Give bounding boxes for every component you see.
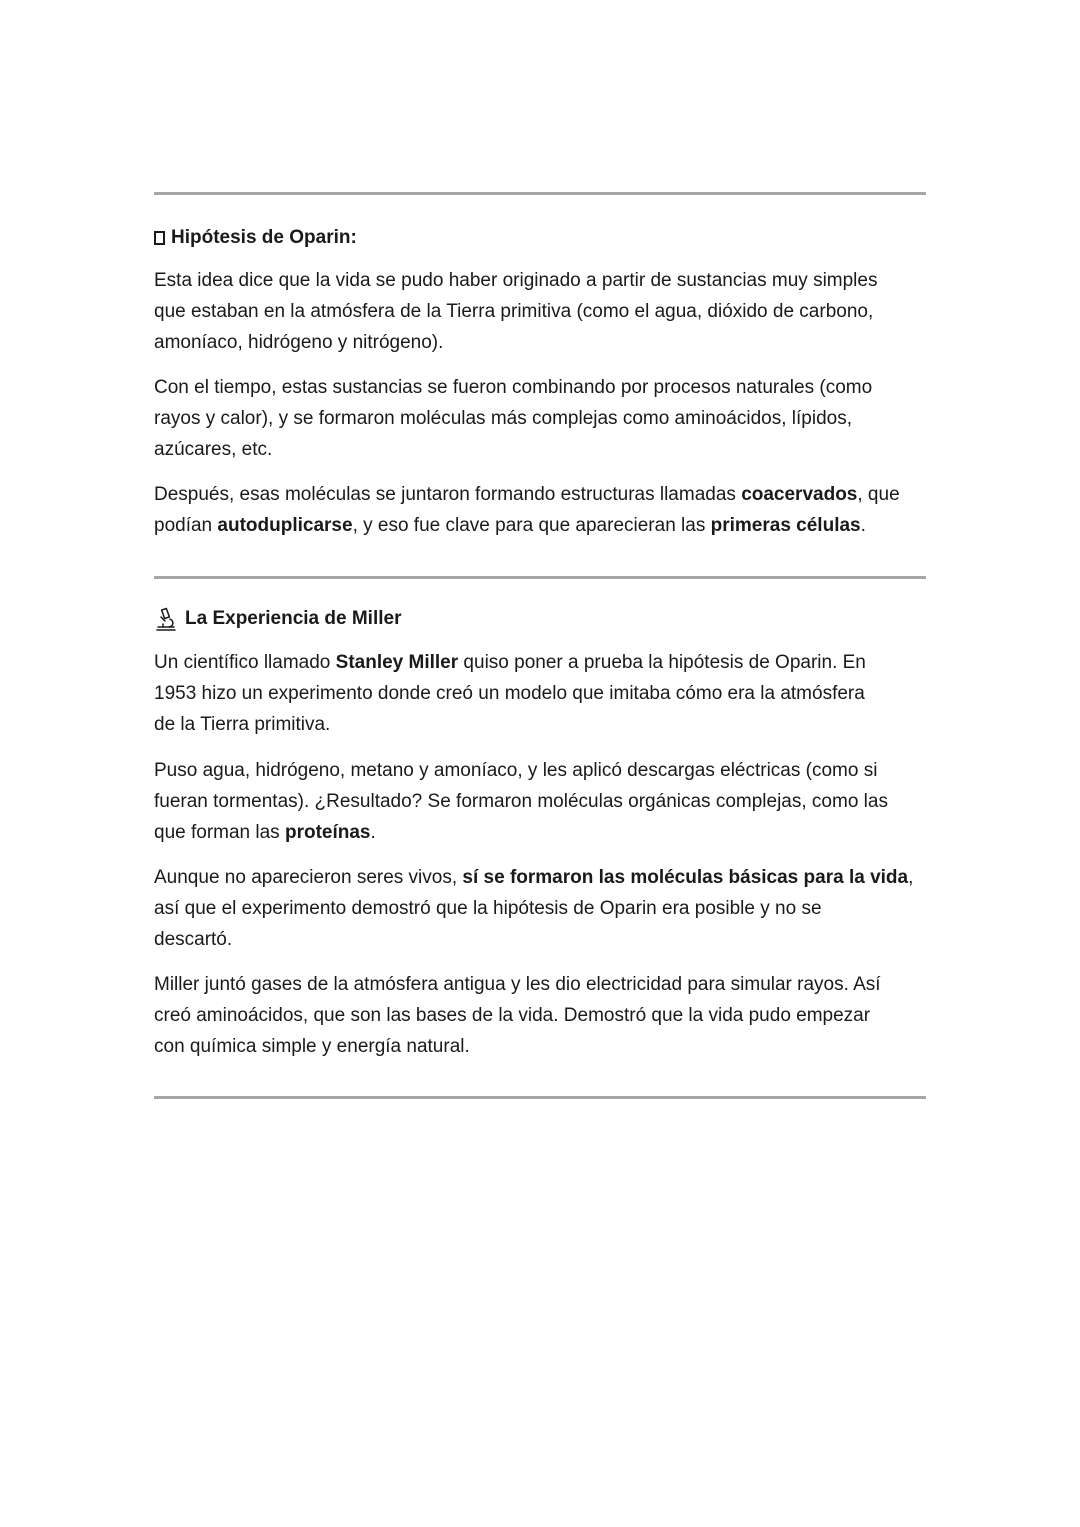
text-run: fueran tormentas). ¿Resultado? Se formaron moléculas orgánicas complejas, como las <box>154 790 888 812</box>
text-run: Después, esas moléculas se juntaron formando estructuras llamadas <box>154 484 742 505</box>
text-line <box>154 787 926 818</box>
bold-text: Stanley Miller <box>335 652 459 673</box>
text-run: Aunque no aparecieron seres vivos, <box>154 867 463 888</box>
text-line <box>154 1032 926 1063</box>
text-line <box>154 480 926 511</box>
bold-text: sí se formaron las moléculas básicas para la vida <box>462 867 909 888</box>
text-run: podían <box>154 514 218 536</box>
text-run: azúcares, etc. <box>154 438 273 460</box>
text-run: rayos y calor), y se formaron moléculas más complejas como aminoácidos, lípidos, <box>154 407 852 429</box>
text-line <box>154 435 926 466</box>
text-line <box>154 373 926 404</box>
text-line <box>154 863 926 894</box>
text-run: Un científico llamado <box>154 652 336 673</box>
text-run: de la Tierra primitiva. <box>154 713 331 735</box>
bold-text: coacervados <box>741 484 858 505</box>
text-run: 1953 hizo un experimento donde creó un modelo que imitaba cómo era la atmósfera <box>154 682 865 704</box>
paragraph <box>154 648 926 740</box>
text-line <box>154 297 926 328</box>
text-line <box>154 818 926 849</box>
paragraph <box>154 266 926 358</box>
text-line <box>154 925 926 956</box>
text-run: Puso agua, hidrógeno, metano y amoníaco, y les aplicó descargas eléctricas (como si <box>154 760 878 781</box>
text-run: que forman las <box>154 821 285 843</box>
text-run: , que <box>857 484 900 505</box>
text-line <box>154 970 926 1001</box>
paragraph <box>154 970 926 1062</box>
microscope-icon <box>154 607 178 631</box>
text-line <box>154 404 926 435</box>
checkbox-icon <box>154 231 165 245</box>
text-run: así que el experimento demostró que la hipótesis de Oparin era posible y no se <box>154 897 822 919</box>
text-run: Miller juntó gases de la atmósfera antigua y les dio electricidad para simular rayos. Así <box>154 974 881 995</box>
bold-text: proteínas <box>284 821 371 843</box>
text-run: creó aminoácidos, que son las bases de la vida. Demostró que la vida pudo empezar <box>154 1004 871 1026</box>
text-run: Con el tiempo, estas sustancias se fueron combinando por procesos naturales (como <box>154 377 873 398</box>
text-line <box>154 648 926 679</box>
paragraph <box>154 863 926 955</box>
text-line <box>154 679 926 710</box>
text-run: . <box>370 821 376 843</box>
bold-text: primeras células <box>710 514 861 536</box>
section-heading-oparin <box>154 226 357 250</box>
text-run: amoníaco, hidrógeno y nitrógeno). <box>154 331 444 353</box>
section-title: Hipótesis de Oparin: <box>171 227 357 248</box>
text-run: , y eso fue clave para que aparecieran las <box>352 514 711 536</box>
text-line <box>154 1001 926 1032</box>
text-run: quiso poner a prueba la hipótesis de Oparin. En <box>458 652 866 673</box>
text-run: . <box>860 514 866 536</box>
text-line <box>154 894 926 925</box>
text-line <box>154 756 926 787</box>
text-run: con química simple y energía natural. <box>154 1035 470 1057</box>
text-run: , <box>908 867 914 888</box>
text-run: Esta idea dice que la vida se pudo haber originado a partir de sustancias muy simples <box>154 270 878 291</box>
text-line <box>154 266 926 297</box>
paragraph <box>154 480 926 542</box>
bold-text: autoduplicarse <box>217 514 353 536</box>
section-heading-miller <box>154 607 401 631</box>
text-run: descartó. <box>154 928 233 950</box>
text-line <box>154 710 926 741</box>
section-title: La Experiencia de Miller <box>185 608 402 629</box>
text-line <box>154 328 926 359</box>
paragraph <box>154 756 926 848</box>
horizontal-rule <box>154 576 926 579</box>
paragraph <box>154 373 926 465</box>
horizontal-rule <box>154 1096 926 1099</box>
horizontal-rule <box>154 192 926 195</box>
text-run: que estaban en la atmósfera de la Tierra primitiva (como el agua, dióxido de carbono, <box>154 300 874 322</box>
text-line <box>154 511 926 542</box>
